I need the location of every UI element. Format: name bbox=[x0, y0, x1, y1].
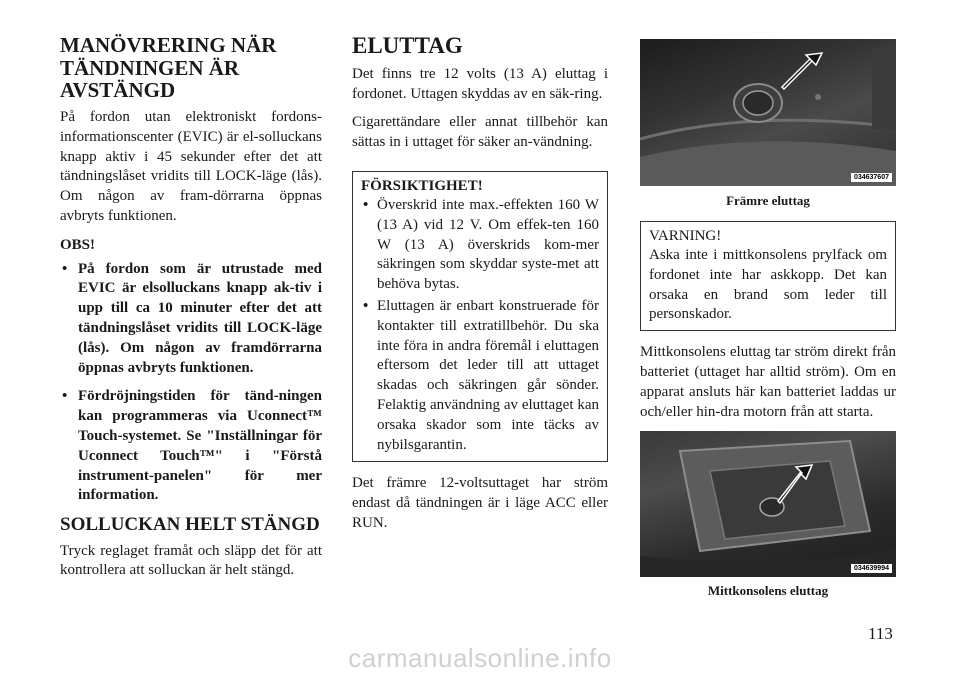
paragraph-sunroof-closed: Tryck reglaget framåt och släpp det för att kontrollera att solluckan är helt stängd. bbox=[60, 542, 322, 579]
warning-text: Aska inte i mittkonsolens prylfack om fordonet inte har askkopp. Det kan orsaka en brand som leder till personskador. bbox=[649, 247, 887, 323]
column-left bbox=[60, 34, 322, 590]
warning-title: VARNING! bbox=[649, 228, 722, 244]
caution-list bbox=[361, 196, 599, 455]
photo-console-outlet bbox=[640, 431, 896, 577]
photo-front-outlet-illustration bbox=[640, 39, 896, 186]
paragraph-no-evic: På fordon utan elektroniskt fordons-informationscenter (EVIC) är el-solluckans knapp aktiv i 45 sekunder efter det att tändningslåset vridits till LOCK-läge (lås). Om någon av fram-dörrarna öppnas avbryts funktionen. bbox=[60, 109, 322, 224]
note-list bbox=[60, 260, 322, 507]
note-item-evic: • På fordon som är utrustade med EVIC är elsolluckans knapp ak-tiv i upp till ca 10 minuter efter det att tändningslåset vridits till LOCK-läge (lås). Om någon av framdörrarna öppnas avbryts funktionen. bbox=[60, 260, 322, 379]
caption-front-outlet: Främre eluttag bbox=[726, 193, 810, 208]
heading-sunroof-closed: SOLLUCKAN HELT STÄNGD bbox=[60, 514, 320, 536]
paragraph-cigarette-lighter: Cigarettändare eller annat tillbehör kan sättas in i uttaget för säker an-vändning. bbox=[352, 114, 608, 151]
note-label: OBS! bbox=[60, 236, 96, 253]
note-item-delay: • Fördröjningstiden för tänd-ningen kan programmeras via Uconnect™ Touch-systemet. Se "Inställningar för Uconnect Touch™" i "Förstå instrument-panelen" för mer information. bbox=[60, 387, 322, 506]
photo-console-outlet-illustration bbox=[640, 431, 896, 577]
caution-box bbox=[352, 171, 608, 462]
caution-item-max-power: • Överskrid inte max.-effekten 160 W (13 A) vid 12 V. Om effek-ten 160 W (13 A) överskrids kom-mer säkringen som skyddar syste-met att behöva bytas. bbox=[361, 196, 599, 295]
image-code: 034637607 bbox=[851, 173, 892, 182]
image-code-2: 034639994 bbox=[851, 564, 892, 573]
heading-ignition-off: MANÖVRERING NÄR TÄNDNINGEN ÄR AVSTÄNGD bbox=[60, 33, 277, 103]
caution-title: FÖRSIKTIGHET! bbox=[361, 178, 483, 195]
heading-power-outlets: ELUTTAG bbox=[352, 33, 463, 58]
caution-item-accessories: • Eluttagen är enbart konstruerade för kontakter till extratillbehör. Du ska inte föra in andra föremål i eluttagen eftersom det leder till att uttaget skadas och säkringen går sönder. Felaktig användning av eluttaget kan orsaka skador som inte täcks av nybilsgarantin. bbox=[361, 297, 599, 455]
paragraph-outlets-count: Det finns tre 12 volts (13 A) eluttag i fordonet. Uttagen skyddas av en säk-ring. bbox=[352, 65, 608, 102]
column-right bbox=[640, 34, 896, 599]
watermark: carmanualsonline.info bbox=[348, 643, 612, 673]
page-number: 113 bbox=[868, 624, 893, 643]
caption-console-outlet: Mittkonsolens eluttag bbox=[707, 583, 829, 599]
paragraph-front-outlet: Det främre 12-voltsuttaget har ström endast då tändningen är i läge ACC eller RUN. bbox=[352, 475, 608, 531]
photo-front-outlet bbox=[640, 39, 896, 186]
warning-box bbox=[640, 221, 896, 331]
column-middle bbox=[352, 34, 608, 543]
paragraph-console-outlet: Mittkonsolens eluttag tar ström direkt från batteriet (uttaget har alltid ström). Om en apparat ansluts här kan batteriet laddas ur och/eller hin-dra motorn från att starta. bbox=[640, 344, 896, 420]
